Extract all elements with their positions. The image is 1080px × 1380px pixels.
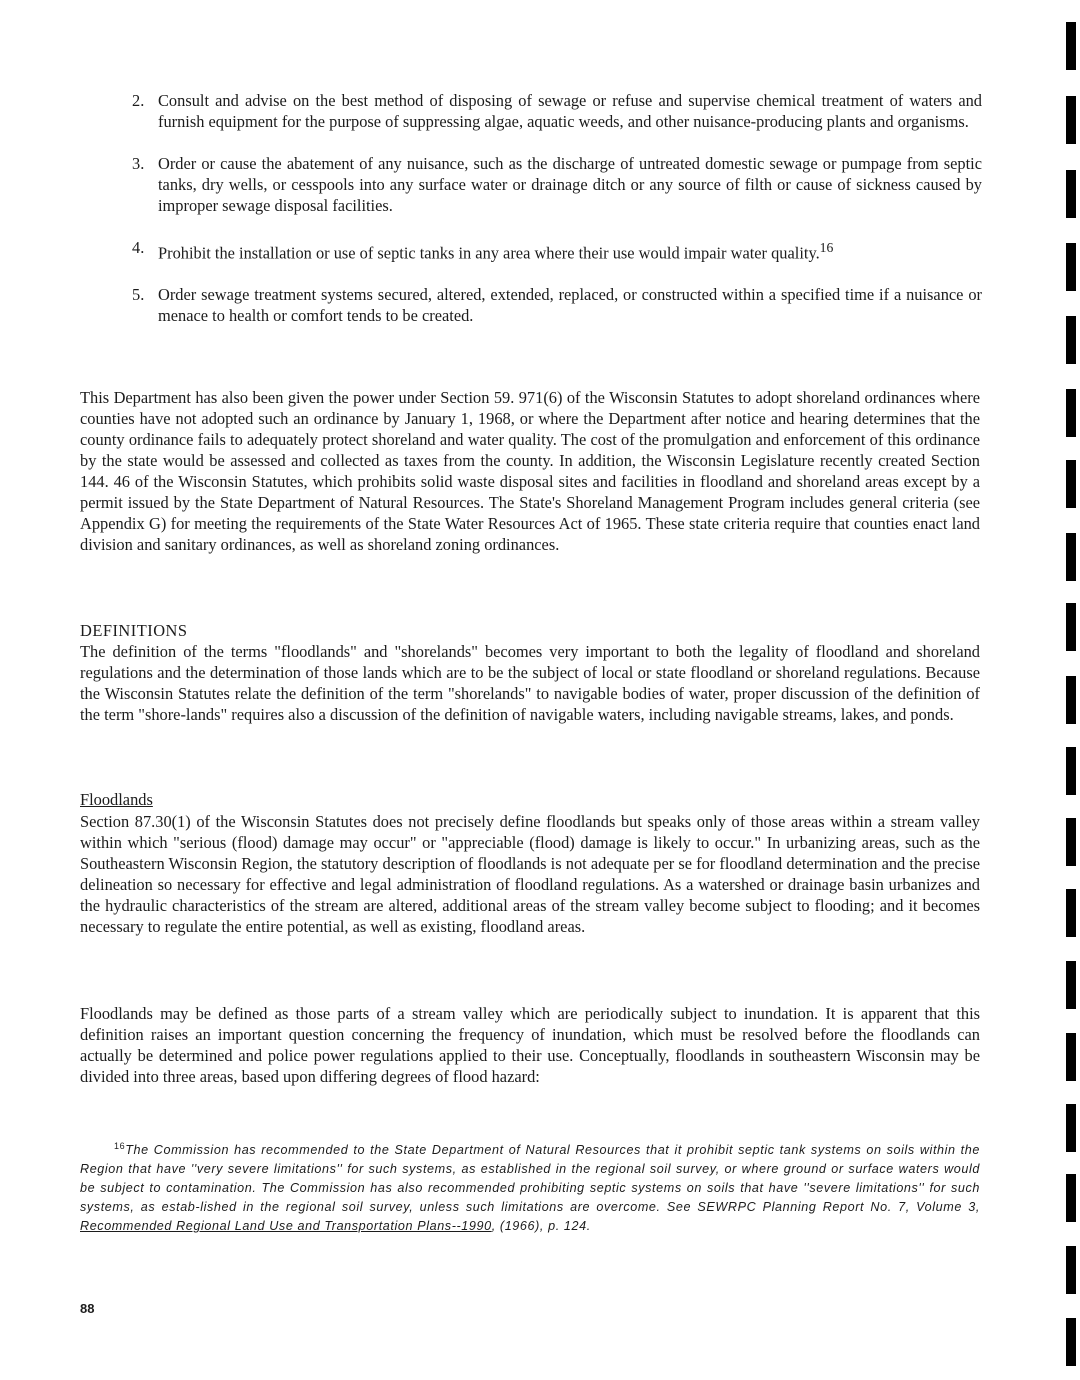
subheading-floodlands: Floodlands — [80, 790, 153, 809]
paragraph-floodlands-statutes: Section 87.30(1) of the Wisconsin Statutes does not precisely define floodlands but speaks only of those areas within a stream valley within which "serious (flood) damage may occur" or "appreciable (flood) damage is likely to occur." In urbanizing areas, such as the Southeastern Wisconsin Region, the statutory description of floodlands is not adequate per se for floodland determination and the precise delineation so necessary for effective and legal administration of floodland regulations. As a watershed or drainage basin urbanizes and the hydraulic characteristics of the stream are altered, additional areas of the stream valley become subject to flooding; and it becomes necessary to regulate the entire potential, as well as existing, floodland areas. — [80, 812, 980, 936]
footnote — [80, 1141, 980, 1236]
registration-mark — [1066, 1318, 1076, 1366]
list-item-number: 2. — [132, 91, 145, 110]
registration-mark — [1066, 961, 1076, 1009]
registration-mark — [1066, 1033, 1076, 1081]
registration-mark — [1066, 1104, 1076, 1152]
list-item — [132, 153, 982, 216]
footnote-reference: 16 — [819, 240, 834, 255]
footnote-report-title: Recommended Regional Land Use and Transportation Plans--1990 — [80, 1219, 492, 1233]
footnote-marker: 16 — [114, 1140, 126, 1151]
registration-mark — [1066, 1246, 1076, 1294]
registration-mark — [1066, 316, 1076, 364]
floodlands-definition-section — [80, 1003, 980, 1087]
registration-mark — [1066, 22, 1076, 70]
registration-mark — [1066, 1174, 1076, 1222]
registration-mark — [1066, 603, 1076, 651]
paragraph-floodlands-definition: Floodlands may be defined as those parts of a stream valley which are periodically subject to inundation. It is apparent that this definition raises an important question concerning the frequency of inundation, which must be resolved before the floodlands can actually be determined and police power regulations applied to their use. Conceptually, floodlands in southeastern Wisconsin may be divided into three areas, based upon differing degrees of flood hazard: — [80, 1004, 980, 1086]
footnote-text: The Commission has recommended to the State Department of Natural Resources that it prohibit septic tank systems on soils within the Region that have ''very severe limitations'' for such systems, as established in the regional soil survey, or where ground or surface waters would be subject to contamination. The Commission has also recommended prohibiting septic systems on soils that have ''severe limitations'' for such systems, as estab-lished in the regional soil survey, unless such limitations are overcome. See SEWRPC Planning Report No. 7, Volume 3, — [80, 1143, 980, 1214]
paragraph-definitions: The definition of the terms "floodlands" and "shorelands" becomes very important to both the legality of floodland and shoreland regulations and the determination of those lands which are to be the subject of local or state floodland or shoreland regulations. Because the Wisconsin Statutes relate the definition of the term "shorelands" to navigable bodies of water, proper discussion of the definition of the term "shore-lands" requires also a discussion of the definition of navigable waters, including navigable streams, lakes, and ponds. — [80, 642, 980, 724]
list-item-number: 3. — [132, 154, 145, 173]
registration-mark — [1066, 460, 1076, 508]
department-powers-section — [80, 387, 980, 555]
registration-mark — [1066, 747, 1076, 795]
registration-mark — [1066, 533, 1076, 581]
registration-mark — [1066, 818, 1076, 866]
list-item-text: Order sewage treatment systems secured, altered, extended, replaced, or constructed within a specified time if a nuisance or menace to health or comfort tends to be created. — [158, 285, 982, 326]
numbered-list — [132, 90, 982, 347]
registration-mark — [1066, 243, 1076, 291]
floodlands-section — [80, 811, 980, 937]
list-item-number: 5. — [132, 285, 145, 305]
list-item — [132, 90, 982, 132]
list-item-text: Prohibit the installation or use of septic tanks in any area where their use would impair water quality. — [158, 243, 820, 263]
list-item — [132, 284, 982, 326]
section-heading-definitions: DEFINITIONS — [80, 621, 188, 640]
registration-mark — [1066, 889, 1076, 937]
list-item — [132, 237, 982, 263]
list-item-number: 4. — [132, 238, 145, 257]
registration-mark — [1066, 170, 1076, 218]
registration-mark — [1066, 96, 1076, 144]
scan-registration-marks — [1064, 0, 1080, 1380]
footnote-citation-end: , (1966), p. 124. — [491, 1219, 591, 1233]
definitions-section — [80, 641, 980, 725]
list-item-text: Order or cause the abatement of any nuisance, such as the discharge of untreated domestic sewage or pumpage from septic tanks, dry wells, or cesspools into any surface water or drainage ditch or any source of filth or cause of sickness caused by improper sewage disposal facilities. — [158, 154, 982, 215]
registration-mark — [1066, 389, 1076, 437]
paragraph-department-powers: This Department has also been given the power under Section 59. 971(6) of the Wisconsin Statutes to adopt shoreland ordinances where counties have not adopted such an ordinance by January 1, 1968, or where the Department after notice and hearing determines that the county ordinance fails to adequately protect shoreland and water quality. The cost of the promulgation and enforcement of this ordinance by the state would be assessed and collected as taxes from the county. In addition, the Wisconsin Legislature recently created Section 144. 46 of the Wisconsin Statutes, which prohibits solid waste disposal sites and facilities in floodland and shoreland areas except by a permit issued by the State Department of Natural Resources. The State's Shoreland Management Program includes general criteria (see Appendix G) for meeting the requirements of the State Water Resources Act of 1965. These state criteria require that counties enact land division and sanitary ordinances, as well as shoreland zoning ordinances. — [80, 388, 980, 554]
registration-mark — [1066, 676, 1076, 724]
list-item-text: Consult and advise on the best method of disposing of sewage or refuse and supervise chemical treatment of waters and furnish equipment for the purpose of suppressing algae, aquatic weeds, and other nuisance-producing plants and organisms. — [158, 91, 982, 131]
page-number: 88 — [80, 1301, 95, 1316]
